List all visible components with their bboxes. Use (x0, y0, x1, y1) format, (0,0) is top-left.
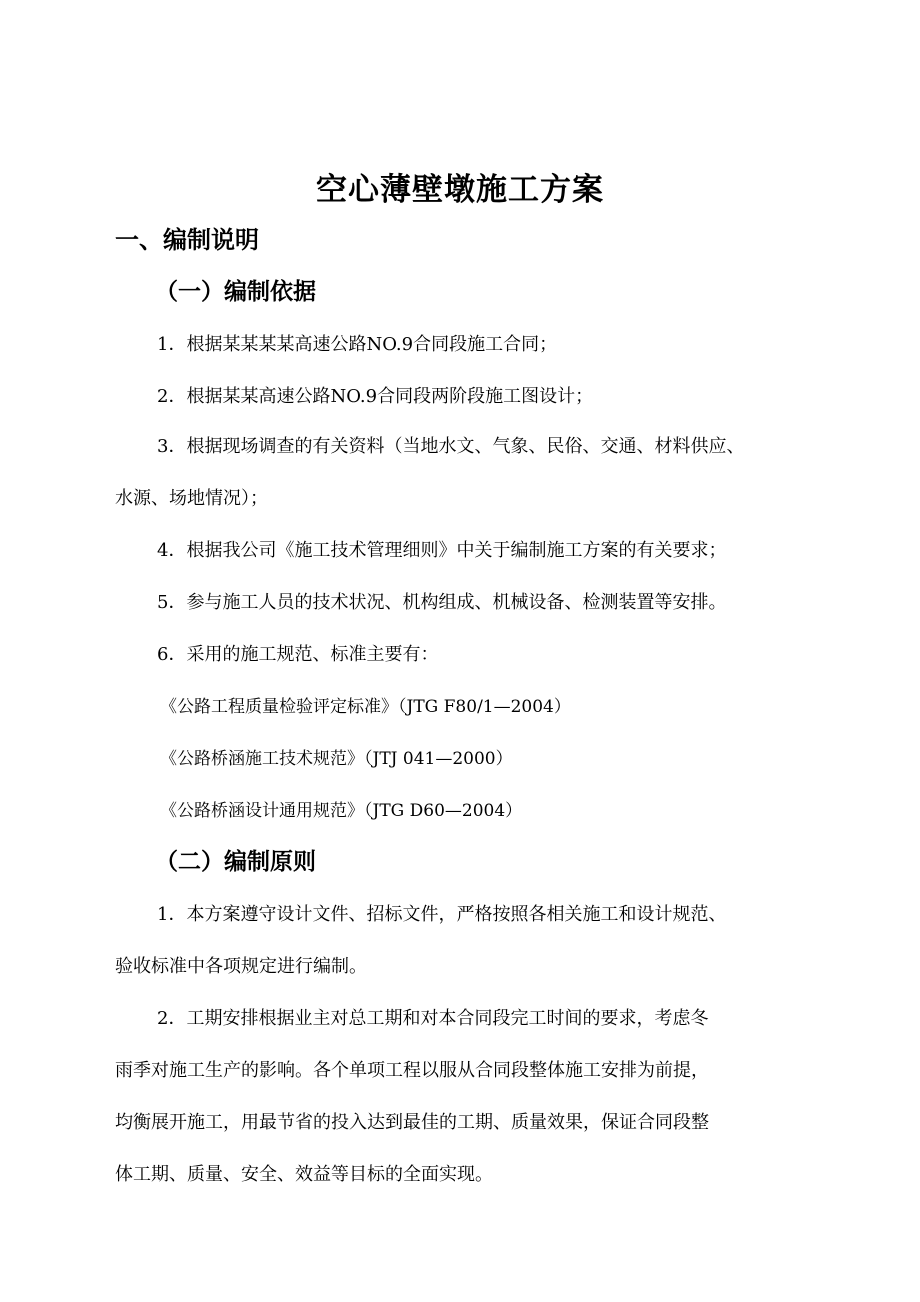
principle-2-line-1: 2．工期安排根据业主对总工期和对本合同段完工时间的要求，考虑冬 (157, 1008, 709, 1029)
principle-2-line-4: 体工期、质量、安全、效益等目标的全面实现。 (115, 1164, 493, 1185)
basis-item-6: 6．采用的施工规范、标准主要有： (157, 644, 439, 665)
document-title: 空心薄壁墩施工方案 (316, 172, 604, 208)
basis-item-4: 4．根据我公司《施工技术管理细则》中关于编制施工方案的有关要求； (157, 540, 727, 561)
standard-item-3: 《公路桥涵设计通用规范》（JTG D60—2004） (160, 801, 523, 821)
principle-2-line-2: 雨季对施工生产的影响。各个单项工程以服从合同段整体施工安排为前提， (115, 1060, 709, 1081)
principle-2-line-3: 均衡展开施工，用最节省的投入达到最佳的工期、质量效果，保证合同段整 (115, 1112, 709, 1133)
principle-1-line-2: 验收标准中各项规定进行编制。 (115, 956, 367, 977)
principle-1-line-1: 1．本方案遵守设计文件、招标文件，严格按照各相关施工和设计规范、 (157, 904, 727, 925)
section-heading-compilation-notes: 一、编制说明 (115, 226, 259, 254)
basis-item-2: 2．根据某某高速公路NO.9合同段两阶段施工图设计； (157, 386, 594, 407)
subsection-heading-principles: （二）编制原则 (155, 849, 316, 875)
basis-item-3-line-1: 3．根据现场调查的有关资料（当地水文、气象、民俗、交通、材料供应、 (157, 436, 745, 457)
subsection-heading-basis: （一）编制依据 (155, 279, 316, 305)
standard-item-1: 《公路工程质量检验评定标准》（JTG F80/1—2004） (160, 697, 571, 717)
standard-item-2: 《公路桥涵施工技术规范》（JTJ 041—2000） (160, 749, 513, 769)
basis-item-1: 1．根据某某某某高速公路NO.9合同段施工合同； (157, 334, 558, 355)
basis-item-3-line-2: 水源、场地情况）； (115, 488, 268, 509)
basis-item-5: 5．参与施工人员的技术状况、机构组成、机械设备、检测装置等安排。 (157, 592, 727, 613)
